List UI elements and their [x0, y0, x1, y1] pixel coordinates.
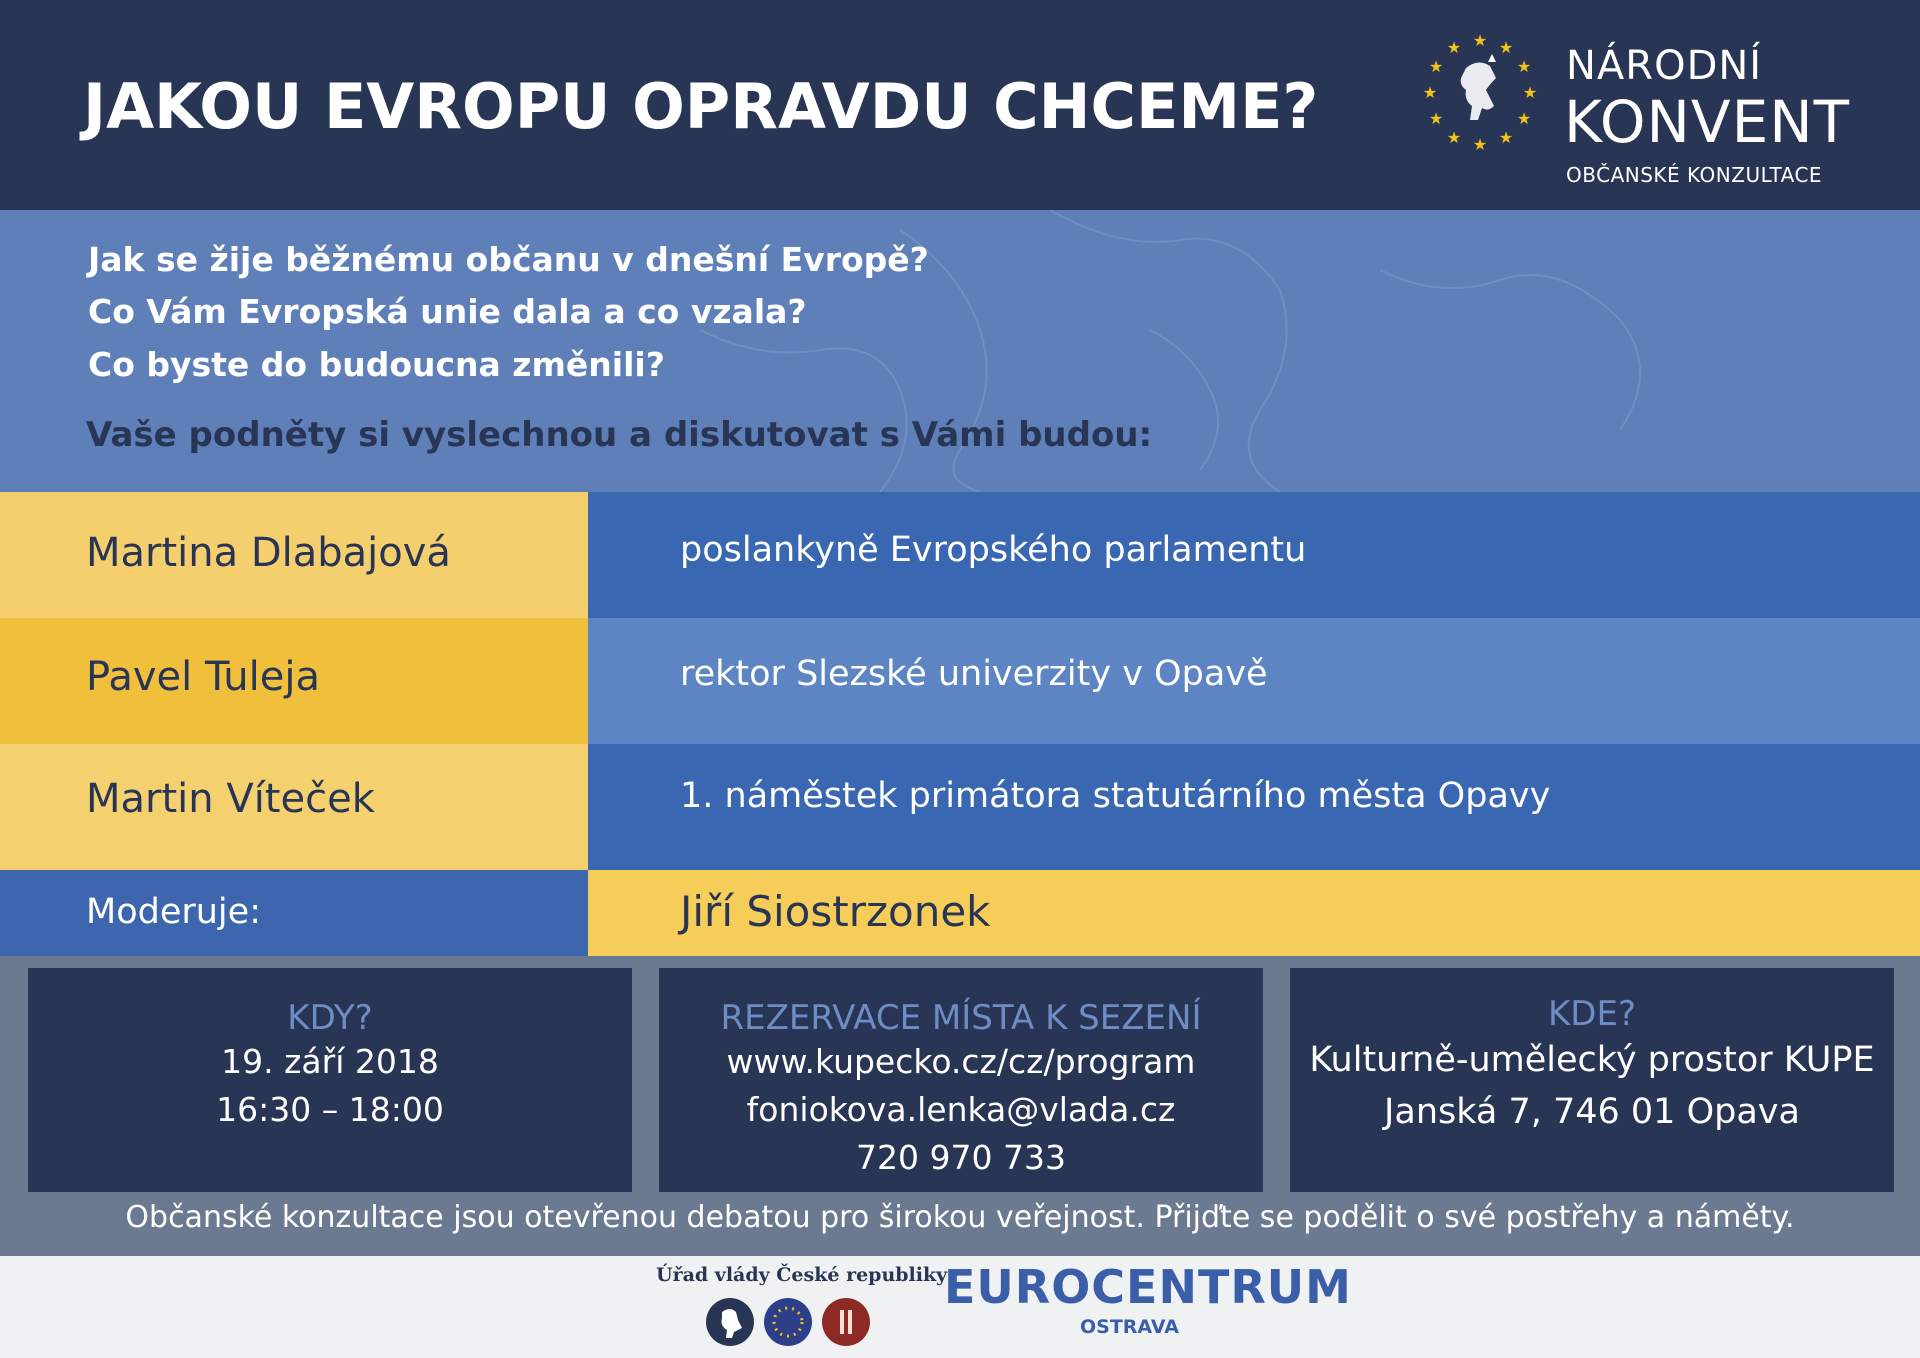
eurocentrum-city: OSTRAVA — [1080, 1316, 1179, 1338]
speaker-name-cell — [0, 492, 588, 618]
speaker-row — [0, 744, 1920, 870]
svg-text:★: ★ — [1472, 135, 1488, 154]
where-title: KDE? — [1547, 994, 1636, 1034]
speaker-row — [0, 618, 1920, 744]
reservation-phone: 720 970 733 — [856, 1138, 1066, 1177]
where-venue: Kulturně-umělecký prostor KUPE — [1309, 1040, 1875, 1080]
moderator-name: Jiří Siostrzonek — [680, 887, 991, 936]
speaker-row — [0, 492, 1920, 618]
where-box — [1290, 968, 1894, 1192]
reservation-title: REZERVACE MÍSTA K SEZENÍ — [720, 998, 1202, 1038]
brand-line-subtitle: OBČANSKÉ KONZULTACE — [1566, 163, 1823, 187]
when-box — [28, 968, 632, 1192]
when-time: 16:30 – 18:00 — [216, 1090, 444, 1129]
question-3: Co byste do budoucna změnili? — [88, 345, 665, 384]
narodni-konvent-logo — [1418, 28, 1858, 198]
speaker-role: rektor Slezské univerzity v Opavě — [680, 654, 1268, 694]
when-date: 19. září 2018 — [221, 1042, 439, 1081]
speaker-name: Pavel Tuleja — [86, 654, 321, 700]
page-title: JAKOU EVROPU OPRAVDU CHCEME? — [83, 70, 1319, 143]
svg-text:★: ★ — [1422, 83, 1438, 102]
government-emblem-seal-icon — [822, 1298, 870, 1346]
svg-text:★: ★ — [1516, 109, 1532, 128]
speaker-role-cell — [588, 744, 1920, 870]
svg-text:★: ★ — [1522, 83, 1538, 102]
speaker-role: 1. náměstek primátora statutárního města Opavy — [680, 776, 1551, 816]
reservation-url[interactable]: www.kupecko.cz/cz/program — [726, 1042, 1196, 1081]
czech-lion-seal-icon — [706, 1298, 754, 1346]
svg-text:★: ★ — [1428, 109, 1444, 128]
questions-band — [0, 210, 1920, 492]
svg-text:★: ★ — [1446, 38, 1462, 57]
reservation-box — [659, 968, 1263, 1192]
where-address: Janská 7, 746 01 Opava — [1384, 1092, 1800, 1132]
speaker-name-cell — [0, 618, 588, 744]
speaker-role-cell — [588, 618, 1920, 744]
eu-stars-lion-emblem-icon — [1418, 28, 1548, 158]
moderator-row — [0, 870, 1920, 956]
moderator-label: Moderuje: — [86, 892, 261, 932]
reservation-email[interactable]: foniokova.lenka@vlada.cz — [746, 1090, 1176, 1129]
speaker-name: Martin Víteček — [86, 776, 375, 822]
svg-text:★: ★ — [1498, 38, 1514, 57]
brand-line-konvent: KONVENT — [1564, 88, 1851, 156]
header-bar — [0, 0, 1920, 210]
moderator-name-cell — [588, 870, 1920, 956]
svg-text:★: ★ — [1428, 57, 1444, 76]
eu-stars-seal-icon — [764, 1298, 812, 1346]
speaker-role: poslankyně Evropského parlamentu — [680, 530, 1307, 570]
info-section — [0, 956, 1920, 1256]
question-1: Jak se žije běžnému občanu v dnešní Evropě? — [88, 240, 929, 279]
svg-text:★: ★ — [1472, 31, 1488, 50]
svg-text:★: ★ — [1446, 128, 1462, 147]
speaker-name-cell — [0, 744, 588, 870]
svg-text:★: ★ — [1516, 57, 1532, 76]
svg-text:★: ★ — [1498, 128, 1514, 147]
government-office-label: Úřad vlády České republiky — [656, 1264, 948, 1286]
speakers-lead: Vaše podněty si vyslechnou a diskutovat s Vámi budou: — [86, 415, 1153, 455]
speaker-name: Martina Dlabajová — [86, 530, 451, 576]
when-title: KDY? — [287, 998, 373, 1038]
public-debate-note: Občanské konzultace jsou otevřenou debatou pro širokou veřejnost. Přijďte se podělit o své postřehy a náměty. — [125, 1200, 1795, 1235]
footer-logos — [0, 1256, 1920, 1358]
moderator-label-cell — [0, 870, 588, 956]
speaker-role-cell — [588, 492, 1920, 618]
eurocentrum-logo-text: EUROCENTRUM — [944, 1260, 1352, 1314]
brand-line-narodni: NÁRODNÍ — [1566, 43, 1763, 89]
question-2: Co Vám Evropská unie dala a co vzala? — [88, 292, 807, 331]
